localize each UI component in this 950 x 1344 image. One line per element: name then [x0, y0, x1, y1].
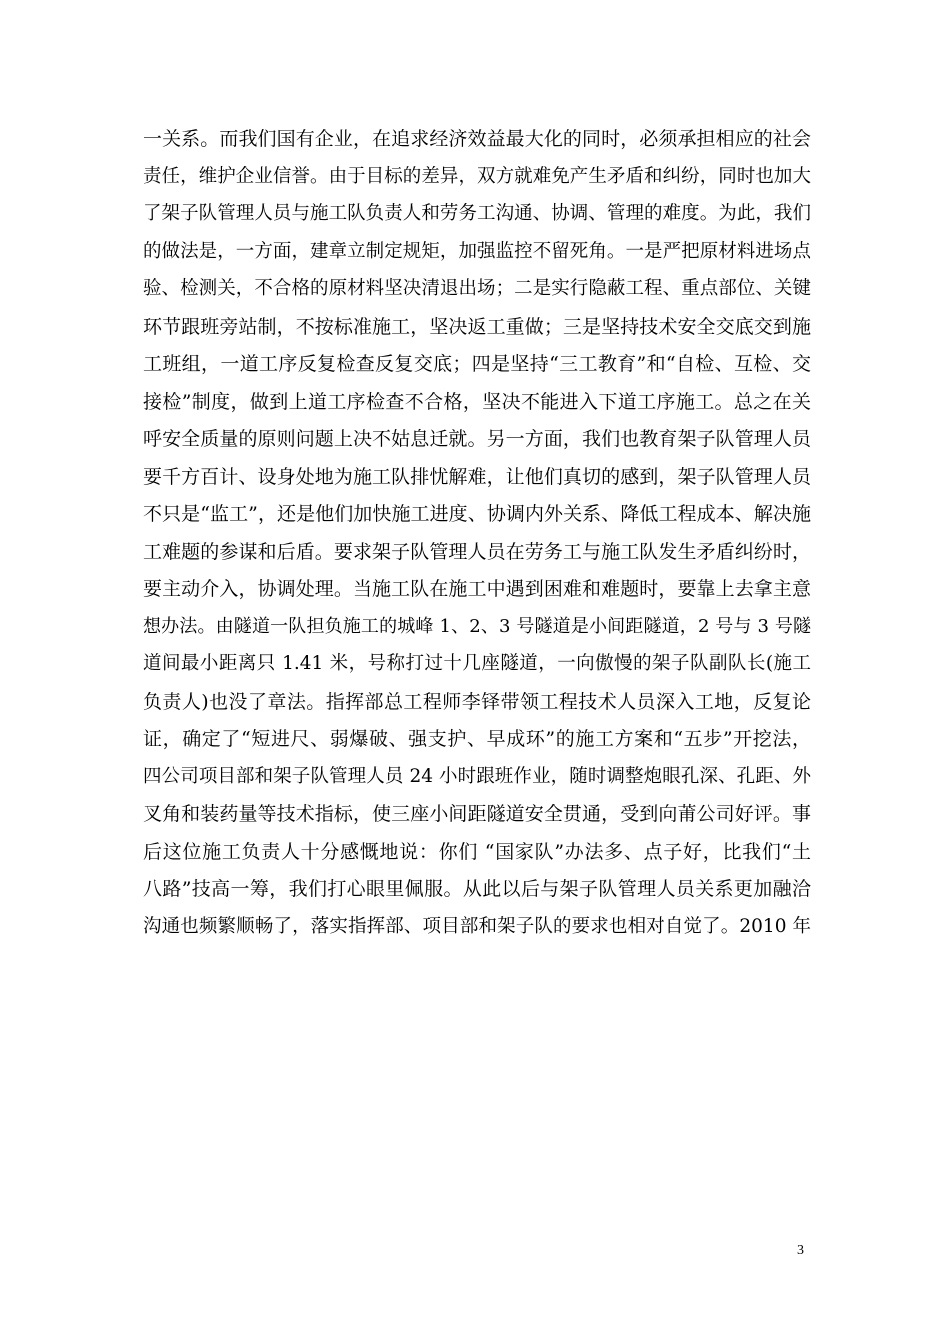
text-line: 环节跟班旁站制，不按标准施工，坚决返工重做；三是坚持技术安全交底交到施 [143, 315, 811, 338]
text-line: 的做法是，一方面，建章立制定规矩，加强监控不留死角。一是严把原材料进场点 [143, 240, 811, 262]
text-line: 接检”制度，做到上道工序检查不合格，坚决不能进入下道工序施工。总之在关 [143, 390, 811, 413]
text-line: 道间最小距离只 1.41 米，号称打过十几座隧道，一向傲慢的架子队副队长(施工 [143, 653, 811, 674]
page-number: 3 [797, 1243, 804, 1258]
text-line: 叉角和装药量等技术指标，使三座小间距隧道安全贯通，受到向莆公司好评。事 [143, 803, 811, 825]
text-line: 了架子队管理人员与施工队负责人和劳务工沟通、协调、管理的难度。为此，我们 [143, 203, 811, 224]
text-line: 后这位施工负责人十分感慨地说：你们 “国家队”办法多、点子好，比我们“土 [143, 840, 811, 863]
body-text [143, 124, 811, 949]
text-line: 要千方百计、设身处地为施工队排忧解难，让他们真切的感到，架子队管理人员 [143, 465, 811, 488]
text-line: 工难题的参谋和后盾。要求架子队管理人员在劳务工与施工队发生矛盾纠纷时， [143, 540, 811, 563]
text-line: 证，确定了“短进尺、弱爆破、强支护、早成环”的施工方案和“五步”开挖法， [143, 728, 811, 750]
text-line: 负责人)也没了章法。指挥部总工程师李铎带领工程技术人员深入工地，反复论 [143, 690, 811, 713]
text-line: 责任，维护企业信誉。由于目标的差异，双方就难免产生矛盾和纠纷，同时也加大 [143, 165, 811, 187]
text-line: 呼安全质量的原则问题上决不姑息迁就。另一方面，我们也教育架子队管理人员 [143, 428, 811, 450]
text-line: 不只是“监工”，还是他们加快施工进度、协调内外关系、降低工程成本、解决施 [143, 503, 811, 525]
text-line: 四公司项目部和架子队管理人员 24 小时跟班作业，随时调整炮眼孔深、孔距、外 [143, 765, 811, 787]
text-line: 沟通也频繁顺畅了，落实指挥部、项目部和架子队的要求也相对自觉了。2010 年 [143, 915, 811, 937]
text-line: 验、检测关，不合格的原材料坚决清退出场；二是实行隐蔽工程、重点部位、关键 [143, 278, 811, 299]
text-line: 工班组，一道工序反复检查反复交底；四是坚持“三工教育”和“自检、互检、交 [143, 353, 811, 375]
text-line: 想办法。由隧道一队担负施工的城峰 1、2、3 号隧道是小间距隧道，2 号与 3 号隧 [143, 615, 811, 637]
text-line: 一关系。而我们国有企业，在追求经济效益最大化的同时，必须承担相应的社会 [143, 128, 811, 150]
text-line: 八路”技高一筹，我们打心眼里佩服。从此以后与架子队管理人员关系更加融洽 [143, 878, 811, 900]
text-line: 要主动介入，协调处理。当施工队在施工中遇到困难和难题时，要靠上去拿主意 [143, 578, 811, 600]
